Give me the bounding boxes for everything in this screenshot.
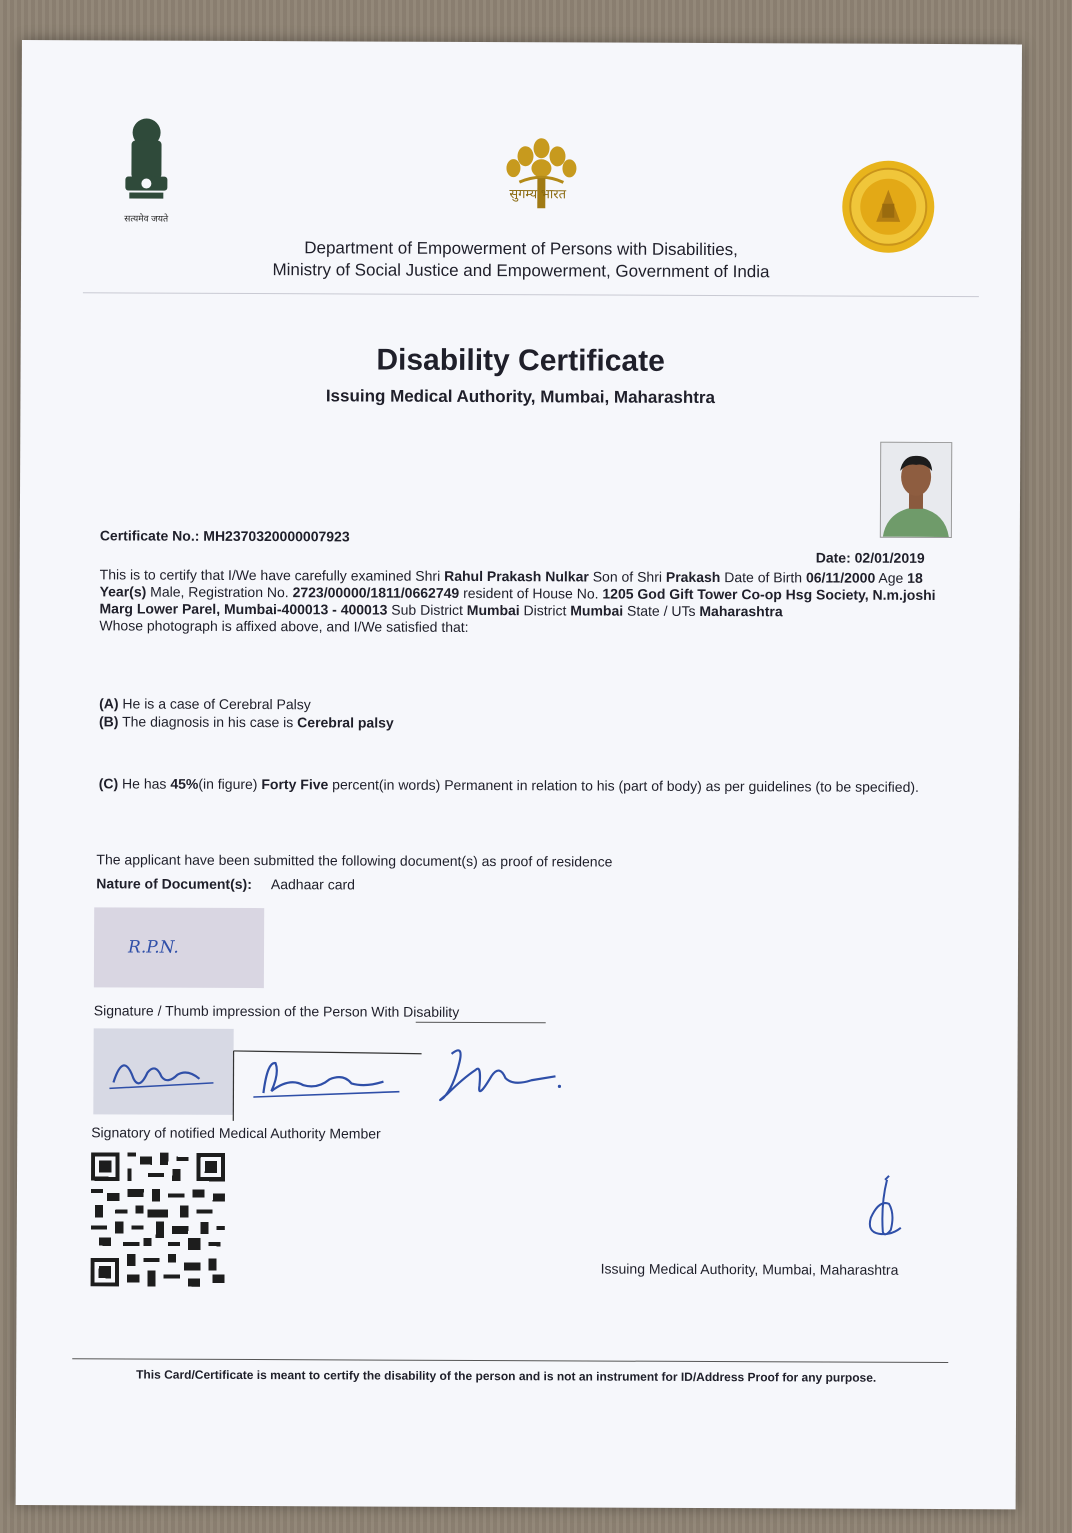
residence-document-label: Nature of Document(s): (96, 875, 252, 893)
diagnosis-value: Cerebral palsy (297, 714, 394, 731)
point-a-label: (A) (99, 695, 119, 712)
qr-code-icon (91, 1152, 226, 1287)
applicant-photo (880, 442, 952, 538)
accessible-india-text: सुगम्य भारत (509, 186, 567, 202)
body-text: This is to certify that I/We have carefully examined Shri (99, 566, 445, 584)
certification-paragraph (99, 566, 957, 638)
person-signature-box (94, 907, 264, 988)
footer-disclaimer: This Card/Certificate is meant to certify the disability of the person and is not an instrument for ID/Address Proof for any purpose. (136, 1367, 877, 1385)
body-text: District (519, 602, 571, 619)
certificate-date (816, 549, 925, 565)
certificate-number-label: Certificate No.: (99, 527, 200, 544)
certificate-page (16, 40, 1022, 1509)
satisfied-text: Whose photograph is affixed above, and I/We satisfied that: (99, 617, 469, 635)
person-signature-caption: Signature / Thumb impression of the Person With Disability (93, 1002, 460, 1020)
disability-percent-words: Forty Five (261, 776, 329, 793)
body-text: resident of House No. (459, 584, 603, 602)
point-c-label: (C) (98, 775, 119, 792)
point-c-text: He has (118, 775, 171, 792)
header-divider (83, 292, 979, 297)
residence-intro: The applicant have been submitted the following document(s) as proof of residence (96, 851, 613, 870)
state: Maharashtra (699, 602, 783, 620)
point-a-text: He is a case of Cerebral Palsy (118, 695, 311, 713)
father-name: Prakash (665, 568, 721, 586)
body-text: Male, Registration No. (146, 583, 293, 601)
point-c-text: percent(in words) Permanent in relation to his (part of body) as per guidelines (to be specified). (328, 776, 919, 795)
address: 1205 God Gift Tower Co-op Hsg Society, N.m.joshi Marg Lower Parel, Mumbai-400013 - 400013 (99, 585, 936, 618)
date-value: 02/01/2019 (854, 549, 925, 566)
district: Mumbai (570, 602, 624, 619)
body-text: Age (875, 569, 908, 586)
certificate-number-value: MH2370320000007923 (203, 527, 350, 545)
footer-divider (72, 1358, 948, 1363)
age: 18 Year(s) (99, 569, 923, 600)
body-text: Sub District (387, 601, 467, 618)
national-emblem-icon (111, 110, 181, 224)
issuer-caption: Issuing Medical Authority, Mumbai, Maharashtra (600, 1260, 899, 1278)
certificate-number (100, 527, 350, 544)
authority-signature-caption: Signatory of notified Medical Authority Member (91, 1124, 381, 1142)
point-a (99, 694, 311, 713)
department-line-1: Department of Empowerment of Persons with Disabilities, (304, 238, 738, 260)
caption-underline (416, 1022, 546, 1024)
residence-document-value: Aadhaar card (270, 876, 355, 893)
body-text: Date of Birth (720, 569, 806, 586)
date-of-birth: 06/11/2000 (805, 569, 876, 586)
certificate-subtitle: Issuing Medical Authority, Mumbai, Maharashtra (325, 386, 716, 408)
date-label: Date: (815, 549, 851, 566)
authority-signatures (103, 1032, 563, 1124)
point-c-text: (in figure) (198, 775, 262, 793)
residence-document (96, 874, 355, 893)
issuer-signature (861, 1174, 911, 1254)
body-text: State / UTs (623, 602, 700, 619)
emblem-motto: सत्यमेव जयते (124, 213, 169, 224)
sub-district: Mumbai (466, 601, 520, 619)
point-b (99, 712, 394, 731)
applicant-name: Rahul Prakash Nulkar (444, 567, 589, 585)
person-signature: R.P.N. (127, 937, 179, 958)
registration-number: 2723/00000/1811/0662749 (292, 584, 460, 601)
point-b-label: (B) (98, 713, 119, 730)
accessible-india-logo-icon (491, 134, 591, 222)
disability-percent: 45% (170, 775, 199, 792)
certificate-title: Disability Certificate (376, 343, 665, 378)
point-b-text: The diagnosis in his case is (118, 713, 298, 731)
point-c (99, 774, 959, 796)
body-text: Son of Shri (588, 568, 666, 585)
department-line-2: Ministry of Social Justice and Empowerment, Government of India (272, 260, 770, 282)
